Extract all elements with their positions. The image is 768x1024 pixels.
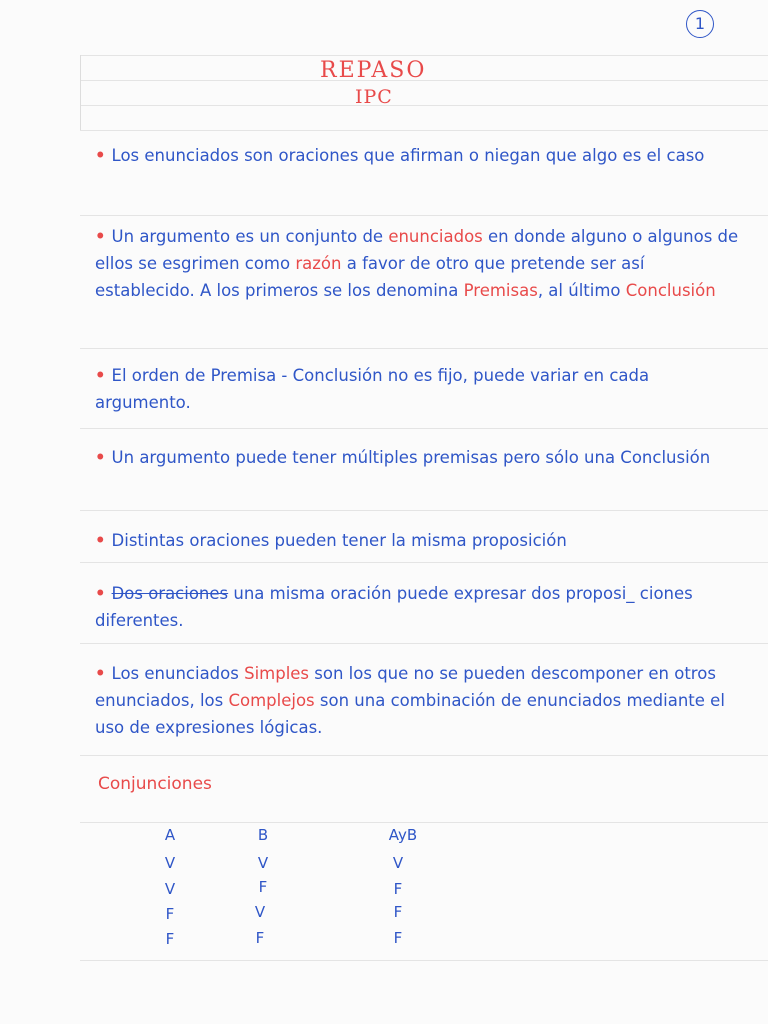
ruled-line: [80, 960, 768, 961]
paragraph-4: [95, 444, 745, 471]
ruled-line: [80, 215, 768, 216]
table-header: A: [164, 826, 176, 844]
table-cell: F: [393, 929, 403, 947]
text-segment: , al último: [537, 281, 626, 300]
text-segment: Un argumento es un conjunto de: [111, 227, 389, 246]
highlight-term: Simples: [244, 664, 310, 683]
ruled-line: [80, 428, 768, 429]
table-cell: V: [257, 854, 269, 872]
text-segment: El orden de Premisa - Conclusión no es fijo, puede variar en cada argumento.: [95, 366, 650, 412]
bullet-marker: •: [95, 448, 106, 467]
text-segment: Los enunciados: [111, 664, 245, 683]
highlight-term: enunciados: [388, 227, 483, 246]
table-cell: V: [164, 880, 176, 898]
page-subtitle: IPC: [355, 86, 393, 108]
table-cell: V: [392, 854, 404, 872]
ruled-line: [80, 510, 768, 511]
text-segment: Los enunciados son oraciones que afirman o niegan que algo es el caso: [111, 146, 705, 165]
ruled-line: [80, 822, 768, 823]
highlight-term: Complejos: [228, 691, 315, 710]
bullet-marker: •: [95, 146, 106, 165]
paragraph-6: [95, 580, 745, 634]
paragraph-1: [95, 142, 745, 169]
bullet-marker: •: [95, 531, 106, 550]
bullet-marker: •: [95, 227, 106, 246]
table-header: B: [257, 826, 269, 844]
table-cell: F: [393, 880, 403, 898]
text-segment: Distintas oraciones pueden tener la misma proposición: [111, 531, 567, 550]
ruled-line: [80, 643, 768, 644]
highlight-term: Conclusión: [625, 281, 716, 300]
text-segment: una misma oración puede expresar dos proposi_ ciones diferentes.: [95, 584, 693, 630]
ruled-line: [80, 105, 768, 106]
bullet-marker: •: [95, 664, 106, 683]
table-cell: V: [164, 854, 176, 872]
page-number: 1: [686, 10, 714, 38]
text-segment: son una combinación de enunciados mediante el uso de expresiones lógicas.: [95, 691, 725, 737]
table-cell: F: [258, 878, 268, 896]
text-segment: en donde alguno o algunos de ellos se esgrimen como: [95, 227, 739, 273]
text-segment: Un argumento puede tener múltiples premisas pero sólo una Conclusión: [111, 448, 711, 467]
struck-text: Dos oraciones: [111, 584, 229, 603]
ruled-line: [80, 755, 768, 756]
highlight-term: razón: [295, 254, 342, 273]
text-segment: a favor de otro que pretende ser así establecido. A los primeros se los denomina: [95, 254, 645, 300]
bullet-marker: •: [95, 366, 106, 385]
paragraph-7: [95, 660, 745, 741]
section-title: Conjunciones: [98, 774, 212, 794]
text-segment: son los que no se pueden descomponer en otros enunciados, los: [95, 664, 716, 710]
ruled-line: [80, 348, 768, 349]
table-cell: V: [254, 903, 266, 921]
ruled-line: [80, 130, 768, 131]
table-cell: F: [255, 929, 265, 947]
bullet-marker: •: [95, 584, 106, 603]
table-cell: F: [393, 903, 403, 921]
page-title: REPASO: [320, 58, 427, 83]
highlight-term: Premisas: [463, 281, 538, 300]
paragraph-3: [95, 362, 745, 416]
table-cell: F: [165, 930, 175, 948]
table-cell: F: [165, 905, 175, 923]
ruled-line: [80, 55, 768, 56]
margin-line: [80, 55, 81, 130]
ruled-line: [80, 562, 768, 563]
paragraph-5: [95, 527, 745, 554]
table-header: AyB: [388, 826, 418, 844]
paragraph-2: [95, 223, 745, 304]
